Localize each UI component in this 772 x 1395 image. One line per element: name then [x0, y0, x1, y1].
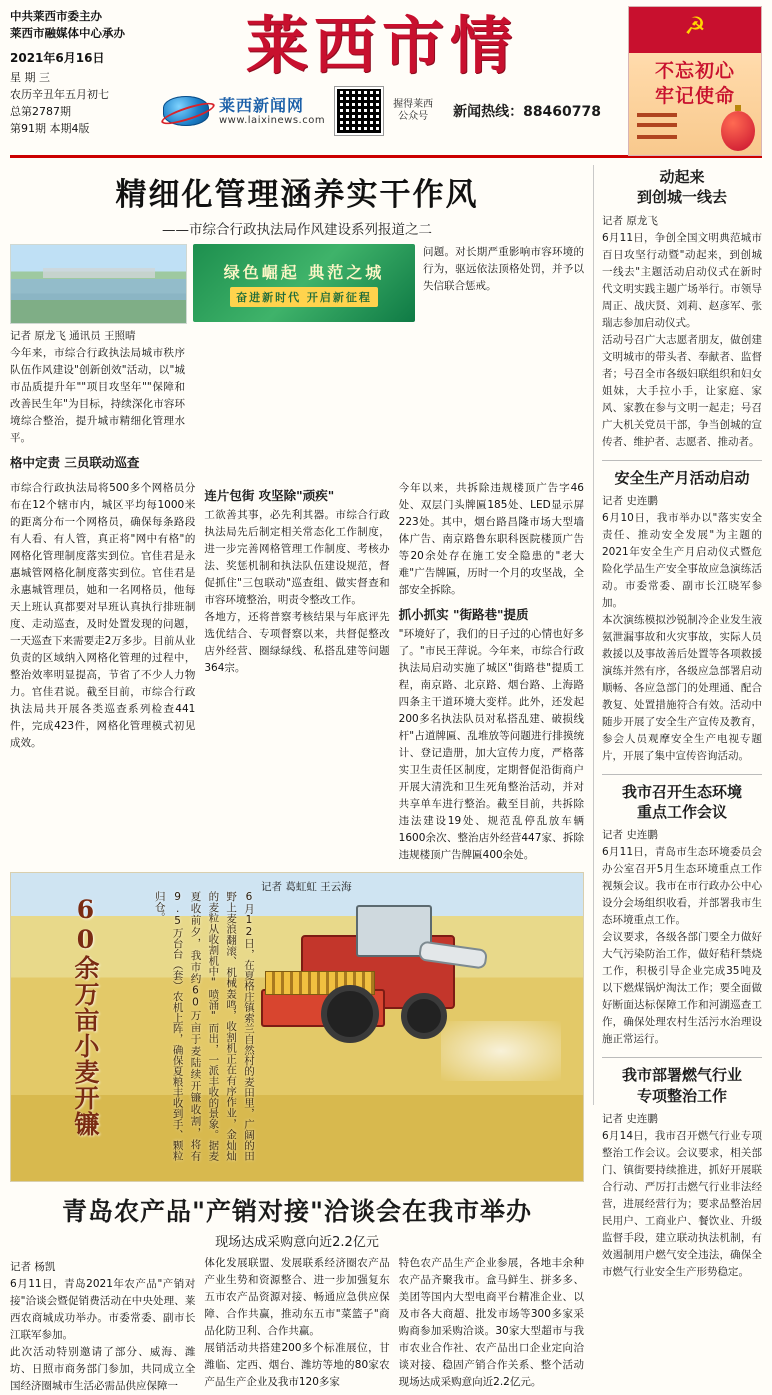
harvest-caption: 6月12日，在夏格庄镇索兰自然村的麦田里，广阔的田野上麦浪翻滚、机械轰鸣，收割机正在有序作业，金灿灿的麦粒从收割机中"喷涌"而出，一派丰收的景象。据麦夏收前夕，我市约60万亩于麦陆续开镰收割，将有9.5万台台（套）农机上阵，确保夏粮丰收到手、颗粒归仓。	[153, 891, 255, 1161]
qr-caption-line-2: 公众号	[398, 111, 429, 123]
bottom-col-1	[10, 1255, 195, 1395]
main-column	[10, 165, 584, 1392]
issue-total: 总第2787期	[10, 105, 71, 119]
bottom-p1: 6月11日，青岛2021年农产品"产销对接"洽谈会暨促销费活动在中央处理、莱西农商城成功举办。市委常委、副市长江联军参加。	[10, 1278, 196, 1341]
lead-p2: 市综合行政执法局将500多个网格员分布在12个辖市内，城区平均每1000米的距离分布一个网格员，确保每条路段有人看、有人管，真正将"网中有格"的网格化管理制度落实到位。官佳君是永惠城管网格化制度落实到位。官佳君是永惠城管理员，她和一名网格员，他每天上班认真都要对早班认真执行排班制度、走动巡查，及时处置发现的问题，一天巡查下来需要走2万多步。目前从业负责的区域纳入网格化管理的过程中，整治效率明显提高，节省了不少人力物力。官佳君说。截至目前，市综合行政执法局共开展各类巡查系列检查441件，完成423件，网格化管理模式初见成效。	[10, 482, 196, 749]
lead-p3: 工欲善其事，必先利其器。市综合行政执法局先后制定相关常态化工作制度，进一步完善网格管理工作制度、考核办法、奖惩机制和执法队伍建设规范，督促抓住"三包联动"巡查组、做实督查和市容环境整治，明责令整改工作。	[204, 509, 390, 606]
masthead-right	[628, 6, 762, 156]
bottom-col-2	[204, 1255, 389, 1395]
right-article-1-p2: 活动号召广大志愿者朋友，做创建文明城市的带头者、奉献者、监督者；号召全市各级妇联组织和妇女姐妹，大手拉小手，让家庭、家风、家教在参与文明一起走；号召广大机关党员干部，争当创城的宣传者、维护者、志愿者、推动者。	[602, 333, 762, 448]
page-title: 莱西市情	[245, 9, 518, 82]
right-article-4-title-line-1: 我市部署燃气行业	[621, 1066, 742, 1085]
right-article-1-title-line-2: 到创城一线去	[636, 188, 727, 207]
lead-subhead: ——市综合行政执法局作风建设系列报道之二	[162, 222, 432, 238]
right-article-4-p1: 6月14日，我市召开燃气行业专项整治工作会议。会议要求，相关部门、镇街要持续推进，抓好开展联合行动、严厉打击燃气行业非法经营，进展经营行为；要求品整治居民用户、工商业户、餐饮业、升级监督手段，建立联动执法机制，有效遏制用户燃气安全违法，确保全市燃气行业安全生产形势稳定。	[602, 1129, 762, 1278]
right-article-2-p2: 本次演练模拟沙锐制冷企业发生液氨泄漏事故和火灾事故，实际人员救援以及事故善后处置等各项救援演练并然有序，各级应急部署启动顺畅、各应急部门的处理通、配合教复、处置措施符合有效。活动中随步开展了安全生产宣传及教育，参会人员观摩安全生产电视专题片，开展了集中宣传咨询活动。	[602, 613, 762, 762]
lead-subhead-1: 格中定责 三员联动巡查	[10, 455, 140, 470]
slogan-line-2: 牢记使命	[654, 84, 735, 107]
lead-p4: 各地方，还将普察考核结果与年底评先选优结合、专项督察以来，共督促整改店外经营、圈绿绿线、私搭乱建等问题364宗。	[204, 611, 390, 674]
bottom-headline: 青岛农产品"产销对接"洽谈会在我市举办	[61, 1197, 533, 1226]
right-article-3-byline: 记者 史连鹏	[602, 829, 658, 842]
lead-col-1	[10, 480, 195, 864]
right-article-4-byline: 记者 史连鹏	[602, 1112, 658, 1125]
right-article-1-p1: 6月11日，争创全国文明典范城市百日攻坚行动暨"动起来，到创城一线去"主题活动启动仪式在新时代文明实践主题广场举行。市领导周正、战庆贤、刘莉、赵彦军、张瑞志参加启动仪式。	[602, 231, 762, 329]
bottom-p4: 展销活动共搭建200多个标准展位，甘潍临、定西、烟台、潍坊等地的80家农产品生产企业及我市120多家	[204, 1342, 390, 1388]
right-article-1-byline: 记者 原龙飞	[602, 214, 658, 227]
right-article-2-title: 安全生产月活动启动	[614, 468, 750, 487]
masthead-center	[142, 6, 622, 135]
harvest-vertical-title: 60余万亩小麦开镰	[71, 895, 100, 1137]
lead-col-right	[423, 244, 584, 474]
green-banner	[193, 244, 415, 322]
lead-banner-area	[193, 244, 415, 474]
harvester-wheel-rear	[401, 993, 447, 1039]
bottom-p2: 此次活动特别邀请了部分、威海、潍坊、日照市商务部门参加，共同成立全国经济圈城市生活必需品供应保障一	[10, 1346, 196, 1392]
globe-icon	[163, 96, 209, 126]
bottom-columns	[10, 1255, 584, 1395]
lead-byline: 记者 原龙飞 通讯员 王照晴	[10, 330, 136, 342]
lead-col-3	[399, 480, 584, 864]
masthead	[10, 6, 762, 158]
site-url[interactable]: www.laixinews.com	[218, 114, 326, 126]
right-article-2-p1: 6月10日，我市举办以"落实安全责任、推动安全发展"为主题的2021年安全生产月启动仪式暨危险化学品生产安全事故应急演练活动。市委常委、副市长江晓军参加。	[602, 511, 762, 609]
masthead-left	[10, 6, 142, 137]
right-article-3-title-line-2: 重点工作会议	[636, 803, 727, 821]
lead-top-block	[10, 244, 584, 474]
bottom-byline: 记者 杨凯	[10, 1261, 56, 1273]
bottom-p3: 体化发展联盟、发展联系经济圈农产品产业生势和资源整合、进一步加强复东五市农产品资源对接、畅通应急供应保障、合作共赢，推动东五市"菜篮子"商品化防卫利、合作共赢。	[204, 1257, 390, 1337]
qr-code-icon[interactable]	[335, 87, 383, 135]
right-article-3-p2: 会议要求，各级各部门要全力做好大气污染防治工作，做好秸秆禁烧工作，积极引导企业完成35吨及以下燃煤锅炉淘汰工作；要全面做好断面达标保障工作和河湖巡查工作，确保处理农村生活污水治理设施正常运行。	[602, 931, 762, 1046]
slogan-line-1: 不忘初心	[654, 60, 735, 82]
harvester-wheel-front	[321, 985, 379, 1043]
page-content	[10, 165, 762, 1392]
right-article-4-title-line-2: 专项整治工作	[636, 1086, 727, 1105]
right-article-3-p1: 6月11日，青岛市生态环境委员会办公室召开5月生态环境重点工作视频会议。我市在市行政办公中心设分会场组织收看，并部署我市生态环境重点工作。	[602, 846, 762, 927]
issue-number: 第91期 本期4版	[10, 122, 90, 136]
right-column	[593, 165, 762, 1278]
lead-subhead-2: 连片包街 攻坚除"顽疾"	[204, 488, 335, 503]
bottom-subhead: 现场达成采购意向近2.2亿元	[215, 1235, 379, 1250]
bottom-col-3	[399, 1255, 584, 1395]
publisher-line-2: 莱西市融媒体中心承办	[10, 26, 125, 41]
right-article-2-byline: 记者 史连鹏	[602, 494, 658, 507]
lead-body-columns	[10, 480, 584, 864]
banner-line-1: 绿色崛起 典范之城	[223, 262, 385, 282]
lead-p7: "环境好了，我们的日子过的心情也好多了。"市民王萍说。今年来，市综合行政执法局启动实施了城区"街路巷"提质工程，南京路、北京路、烟台路、上海路四条主干道环境大变样。此外，还发起200多名执法队员对私搭乱建、破损线杆"占道牌匾、乱堆放等问题进行排摸统计、登记造册，加大宣传力度，严格落实卫生责任区制度，定期督促沿街商户开展大清洗和卫生死角整治活动，并对共享单车进行整治。截至目前，共拆除违法建设19处、规范乱停乱放车辆1600余次、整治店外经营447家、拆除违规楼顶广告牌匾400余处。	[398, 628, 584, 861]
lead-subhead-3: 抓小抓实 "街路巷"提质	[398, 607, 529, 622]
divider-3	[602, 1057, 762, 1058]
site-name: 莱西新闻网	[218, 96, 304, 115]
publisher-line-1: 中共莱西市委主办	[10, 9, 102, 23]
harvest-photo-feature	[10, 872, 584, 1182]
dust-cloud	[441, 1021, 561, 1081]
party-emblem-icon: ☭	[684, 12, 706, 40]
right-article-3-title-line-1: 我市召开生态环境	[621, 782, 742, 801]
hotline: 新闻热线：88460778	[453, 104, 602, 121]
divider-1	[602, 460, 762, 461]
lead-col-2	[204, 480, 389, 864]
lead-p1: 今年来，市综合行政执法局城市秩序队伍作风建设"创新创效"活动，以"城市品质提升年""项目攻坚年""保障和改善民生年"为目标，持续深化市容环境综合整治，提升城市精细化管理水平。	[10, 347, 185, 444]
lead-photo	[10, 244, 185, 474]
lunar-date: 农历辛丑年五月初七	[10, 88, 109, 102]
weekday: 星 期 三	[10, 71, 50, 85]
divider-2	[602, 774, 762, 775]
lead-p6: 今年以来，共拆除违规楼顶广告字46处、双层门头牌匾185处、LED显示屏223处。其中，烟台路昌隆市场大型墙体广告、南京路鲁东职科医院楼顶广告等20余处存在施工安全隐患的"老大难"广告牌匾，历时一个月的攻坚战，全部安全拆除。	[398, 482, 584, 596]
lantern-icon	[721, 111, 755, 151]
harvester-illustration	[261, 901, 491, 1051]
pagoda-icon	[637, 107, 677, 151]
bottom-p5: 特色农产品生产企业参展，各地丰余种农产品齐聚我市。盒马鲜生、拼多多、美团等国内大型电商平台精准企业、以及市各大商超、批发市场等300多家采购商参加采购洽谈。30家大型超市与我市农业合作社、农产品出口企业定向洽谈对接、稳固产销合作关系、整个活动现场达成采购意向近2.2亿元。	[398, 1257, 584, 1388]
publication-date: 2021年6月16日	[10, 50, 105, 65]
right-article-1-title-line-1: 动起来	[659, 168, 705, 186]
lead-headline: 精细化管理涵养实干作风	[115, 177, 479, 213]
qr-caption-line-1: 握得莱西	[393, 98, 434, 110]
harvest-byline: 记者 葛虹虹 王云海	[261, 881, 352, 893]
banner-line-2: 奋进新时代 开启新征程	[230, 287, 378, 307]
lead-p5: 问题。对长期严重影响市容环境的行为，驱远依法顶格处罚，并予以失信联合惩戒。	[423, 246, 584, 292]
cityscape-photo	[10, 244, 187, 324]
